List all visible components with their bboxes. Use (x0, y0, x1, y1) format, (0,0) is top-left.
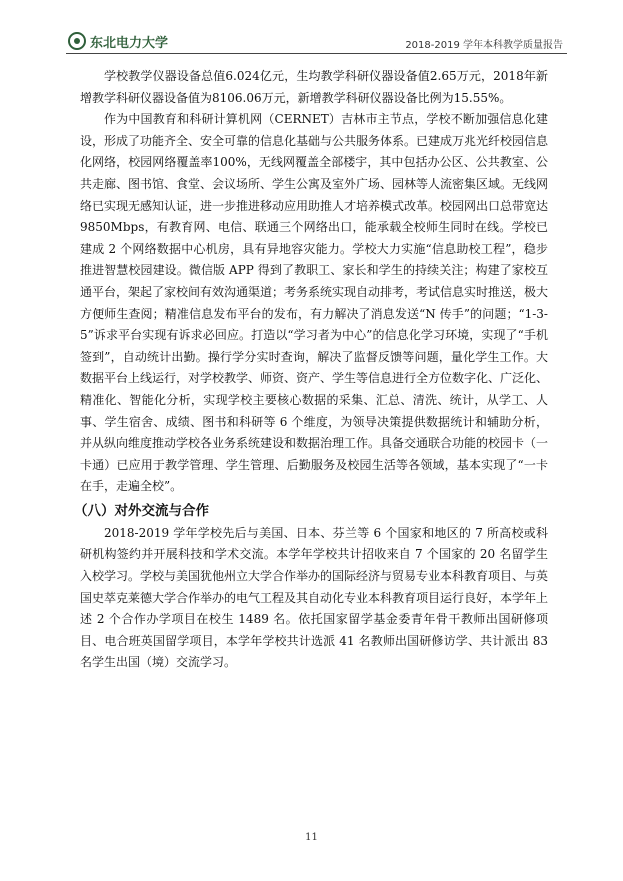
paragraph-informatization: 作为中国教育和科研计算机网（CERNET）吉林市主节点，学校不断加强信息化建设，形成了功能齐全、安全可靠的信息化基础与公共服务体系。已建成万兆光纤校园信息化网络，校园网络覆盖率100%，无线网覆盖全部楼宇，其中包括办公区、公共教室、公共走廊、图书馆、食堂、会议场所、学生公寓及室外广场、园林等人流密集区域。无线网络已实现无感知认证，进一步推进移动应用助推人才培养模式改革。校园网出口总带宽达 9850Mbps，有教育网、电信、联通三个网络出口，能承载全校师生同时在线。学校已建成 2 个网络数据中心机房，具有异地容灾能力。学校大力实施“信息助校工程”，稳步推进智慧校园建设。微信版 APP 得到了教职工、家长和学生的持续关注；构建了家校互通平台，架起了家校间有效沟通渠道；考务系统实现自动排考，考试信息实时推送，极大方便师生查阅；精准信息发布平台的发布，有力解决了消息发送“N 传手”的问题；“1-3-5”诉求平台实现有诉求必回应。打造以“学习者为中心”的信息化学习环境，实现了“手机签到”，自动统计出勤。操行学分实时查询，解决了监督反馈等问题，量化学生工作。大数据平台上线运行，对学校教学、师资、资产、学生等信息进行全方位数字化、广泛化、精准化、智能化分析，实现学校主要核心数据的采集、汇总、清洗、统计，从学工、人事、学生宿舍、成绩、图书和科研等 6 个维度，为领导决策提供数据统计和辅助分析，并从纵向维度推动学校各业务系统建设和数据治理工作。具备交通联合功能的校园卡（一卡通）已应用于教学管理、学生管理、后勤服务及校园生活等各领域，基本实现了“一卡在手，走遍全校”。 (80, 112, 549, 494)
page-body (74, 66, 549, 674)
paragraph-equipment: 学校教学仪器设备总值6.024亿元，生均教学科研仪器设备值2.65万元，2018年新增教学科研仪器设备值为8106.06万元，新增教学科研仪器设备比例为15.55%。 (80, 69, 548, 105)
university-logo (68, 30, 168, 52)
university-logo-text: 东北电力大学 (90, 35, 169, 51)
page-header (66, 28, 567, 54)
header-divider (66, 53, 567, 54)
section-heading: （八）对外交流与合作 (74, 502, 209, 519)
page-number: 11 (305, 832, 318, 843)
paragraph-international-exchange: 2018-2019 学年学校先后与美国、日本、芬兰等 6 个国家和地区的 7 所高校或科研机构签约并开展科技和学术交流。本学年学校共计招收来自 7 个国家的 20 名留学生入校学习。学校与美国犹他州立大学合作举办的国际经济与贸易专业本科教育项目、与英国史萃克莱德大学合作举办的电气工程及其自动化专业本科教育项目运行良好，本学年上述 2 个合作办学项目在校生 1489 名。依托国家留学基金委青年骨干教师出国研修项目、电合班英国留学项目，本学年学校共计选派 41 名教师出国研修访学、共计派出 83 名学生出国（境）交流学习。 (80, 525, 549, 670)
report-title: 2018-2019 学年本科教学质量报告 (405, 40, 563, 51)
university-emblem-icon (68, 32, 86, 50)
